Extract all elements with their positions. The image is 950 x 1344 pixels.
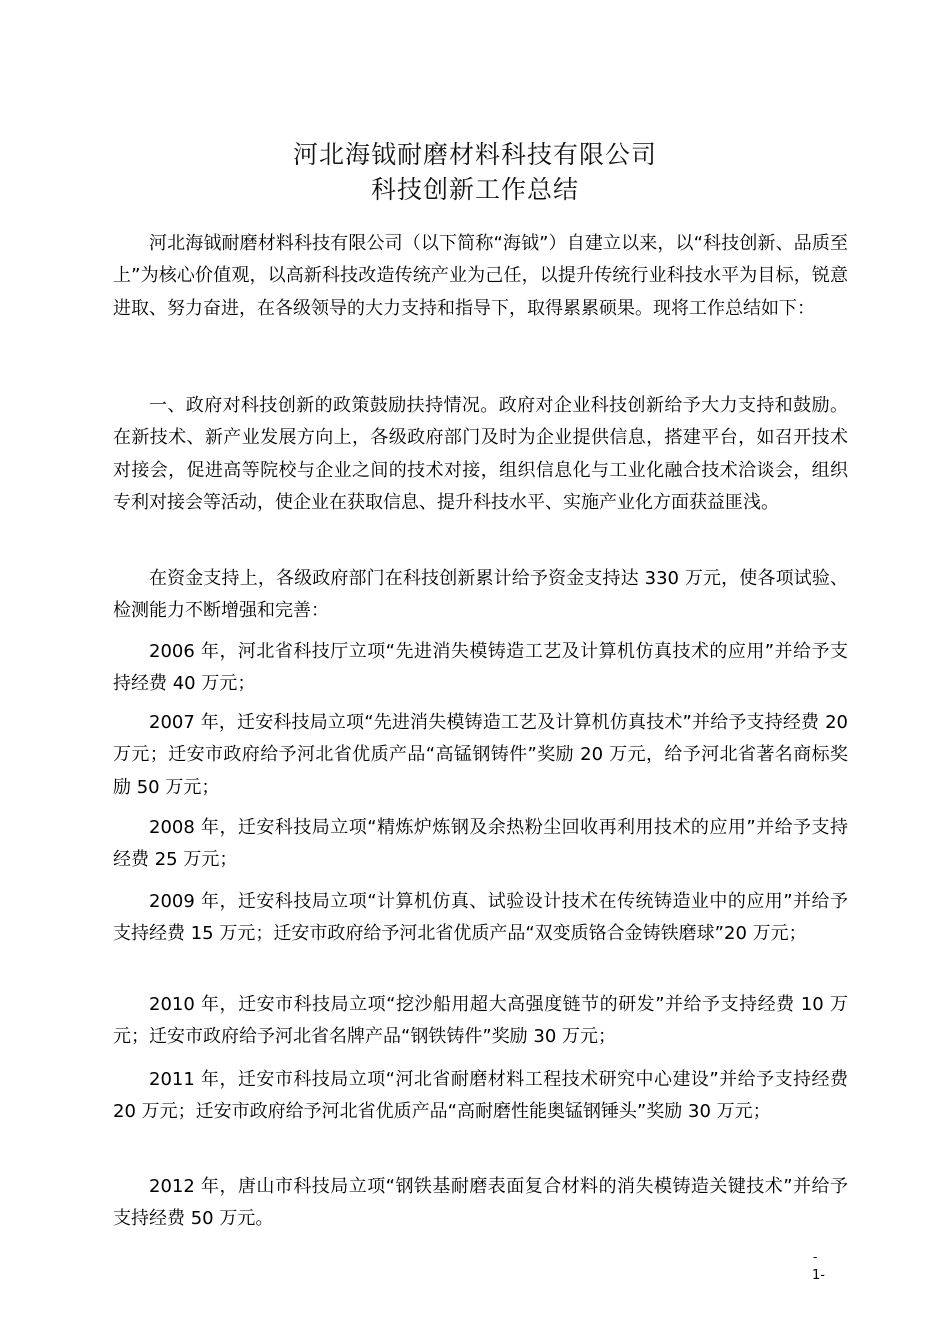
paragraph-section-1: 一、政府对科技创新的政策鼓励扶持情况。政府对企业科技创新给予大力支持和鼓励。在新技术、新产业发展方向上，各级政府部门及时为企业提供信息，搭建平台，如召开技术对接会，促进高等院校与企业之间的技术对接，组织信息化与工业化融合技术洽谈会，组织专利对接会等活动，使企业在获取信息、提升科技水平、实施产业化方面获益匪浅。 — [113, 395, 848, 514]
footer-dash: - — [813, 1250, 818, 1264]
paragraph-year-2007: 2007 年，迁安科技局立项“先进消失模铸造工艺及计算机仿真技术”并给予支持经费 20 万元；迁安市政府给予河北省优质产品“高锰钢铸件”奖励 20 万元，给予河北省著名商标奖励 50 万元； — [113, 712, 848, 798]
paragraph-year-2009: 2009 年，迁安科技局立项“计算机仿真、试验设计技术在传统铸造业中的应用”并给予支持经费 15 万元；迁安市政府给予河北省优质产品“双变质铬合金铸铁磨球”20 万元； — [113, 891, 848, 945]
paragraph-year-2012: 2012 年，唐山市科技局立项“钢铁基耐磨表面复合材料的消失模铸造关键技术”并给予支持经费 50 万元。 — [113, 1176, 848, 1230]
paragraph-year-2011: 2011 年，迁安市科技局立项“河北省耐磨材料工程技术研究中心建设”并给予支持经费 20 万元；迁安市政府给予河北省优质产品“高耐磨性能奥锰钢锤头”奖励 30 万元； — [113, 1069, 848, 1123]
document-title-company: 河北海钺耐磨材料科技有限公司 — [292, 140, 657, 169]
paragraph-funding: 在资金支持上，各级政府部门在科技创新累计给予资金支持达 330 万元，使各项试验、检测能力不断增强和完善： — [113, 568, 848, 622]
document-title-summary: 科技创新工作总结 — [370, 175, 579, 204]
paragraph-intro: 河北海钺耐磨材料科技有限公司（以下简称“海钺”）自建立以来，以“科技创新、品质至上”为核心价值观，以高新科技改造传统产业为己任，以提升传统行业科技水平为目标，锐意进取、努力奋进，在各级领导的大力支持和指导下，取得累累硕果。现将工作总结如下： — [113, 233, 848, 319]
page-number: 1- — [812, 1268, 825, 1283]
paragraph-year-2008: 2008 年，迁安科技局立项“精炼炉炼钢及余热粉尘回收再利用技术的应用”并给予支持经费 25 万元； — [113, 817, 848, 871]
paragraph-year-2006: 2006 年，河北省科技厅立项“先进消失模铸造工艺及计算机仿真技术的应用”并给予支持经费 40 万元； — [113, 641, 848, 695]
paragraph-year-2010: 2010 年，迁安市科技局立项“挖沙船用超大高强度链节的研发”并给予支持经费 10 万元；迁安市政府给予河北省名牌产品“钢铁铸件”奖励 30 万元； — [113, 994, 848, 1048]
